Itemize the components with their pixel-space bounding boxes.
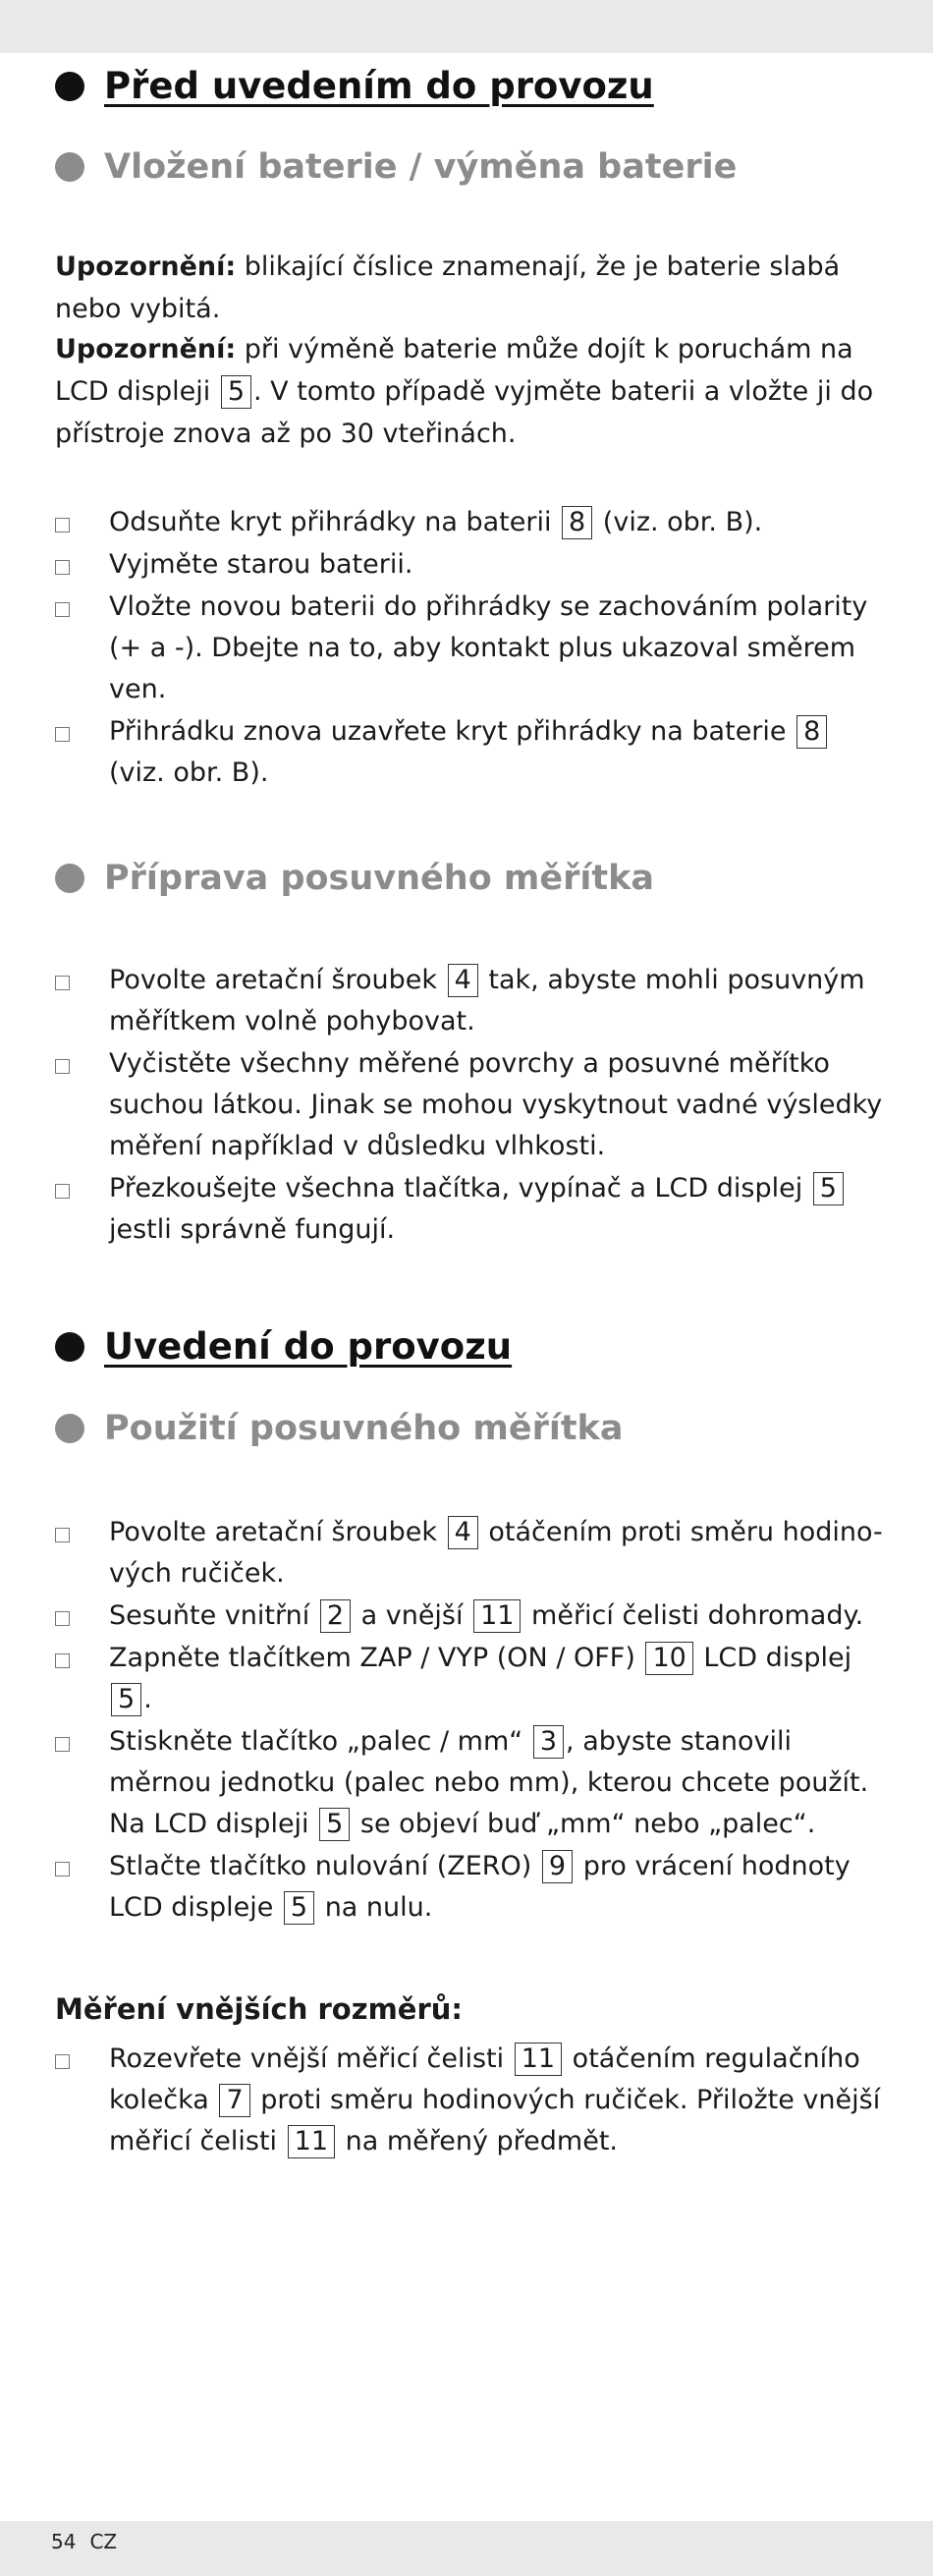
list-item: Přihrádku znova uzavřete kryt přihrádky na baterie 8 (viz. obr. B). [55, 711, 890, 794]
heading-text: Vložení baterie / výměna baterie [104, 147, 738, 187]
preparation-steps-list [55, 960, 890, 1251]
note-paragraph-1 [55, 246, 880, 330]
checkbox-bullet-icon [55, 1611, 70, 1626]
list-item: Stiskněte tlačítko „palec / mm“ 3 , abyste stanovili měrnou jednotku (palec nebo mm), kterou chcete použít. Na LCD displeji 5 se objeví buď „mm“ nebo „palec“. [55, 1721, 890, 1845]
list-item: Vložte novou baterii do přihrádky se zachováním polarity (+ a -). Dbejte na to, aby kontakt plus ukazoval směrem ven. [55, 587, 890, 710]
list-item: Zapněte tlačítkem ZAP / VYP (ON / OFF) 10 LCD displej 5 . [55, 1638, 890, 1720]
part-reference: 5 [319, 1808, 350, 1841]
list-item: Přezkoušejte všechna tlačítka, vypínač a LCD displej 5 jestli správně fungují. [55, 1168, 890, 1251]
checkbox-bullet-icon [55, 1737, 70, 1752]
heading-text: Použití posuvného měřítka [104, 1409, 624, 1448]
part-reference: 5 [221, 375, 251, 409]
list-item: Povolte aretační šroubek 4 otáčením proti směru hodino- vých ručiček. [55, 1512, 890, 1595]
checkbox-bullet-icon [55, 602, 70, 617]
note-paragraph-2: Upozornění: při výměně baterie může dojít k poruchám na LCD displeji 5 . V tomto případě vyjměte baterii a vložte ji do přístroje znova až po 30 vteřinách. [55, 334, 874, 449]
list-item: Stlačte tlačítko nulování (ZERO) 9 pro vrácení hodnoty LCD displeje 5 na nulu. [55, 1846, 890, 1929]
footer-bar [0, 2521, 933, 2576]
use-steps-list [55, 1512, 890, 1929]
note-text: blikající číslice znamenají, že je baterie slabá nebo vybitá. [55, 252, 841, 324]
battery-steps-list [55, 502, 890, 794]
list-item: Rozevřete vnější měřicí čelisti 11 otáčením regulačního kolečka 7 proti směru hodinových ručiček. Přiložte vnější měřicí čelisti 11 na měřený předmět. [55, 2039, 890, 2162]
checkbox-bullet-icon [55, 1653, 70, 1668]
subheading-outer-dimensions: Měření vnějších rozměrů: [55, 1992, 464, 2026]
part-reference: 5 [813, 1172, 844, 1205]
list-item: Povolte aretační šroubek 4 tak, abyste mohli posuvným měřítkem volně pohybovat. [55, 960, 890, 1042]
section-heading-before-operation [55, 65, 654, 107]
part-reference: 11 [288, 2125, 335, 2158]
heading-text: Příprava posuvného měřítka [104, 859, 655, 898]
note-label: Upozornění: [55, 334, 237, 364]
part-reference: 8 [562, 506, 592, 539]
heading-text: Uvedení do provozu [104, 1325, 513, 1368]
subsection-heading-battery [55, 147, 737, 187]
note-label: Upozornění: [55, 252, 237, 282]
checkbox-bullet-icon [55, 1862, 70, 1876]
subsection-heading-use [55, 1409, 623, 1448]
part-reference: 4 [448, 964, 478, 997]
checkbox-bullet-icon [55, 1184, 70, 1199]
list-item: Vyčistěte všechny měřené povrchy a posuvné měřítko suchou látkou. Jinak se mohou vyskytnout vadné výsledky měření například v důsledku vlhkosti. [55, 1043, 890, 1167]
part-reference: 5 [111, 1683, 141, 1716]
part-reference: 11 [473, 1599, 521, 1633]
language-code: CZ [89, 2530, 118, 2553]
bullet-dot-icon [55, 1332, 84, 1362]
checkbox-bullet-icon [55, 1528, 70, 1542]
heading-text: Před uvedením do provozu [104, 65, 654, 107]
page-footer [51, 2530, 117, 2553]
part-reference: 8 [796, 715, 827, 749]
checkbox-bullet-icon [55, 1059, 70, 1074]
top-bar [0, 0, 933, 53]
bullet-dot-icon [55, 152, 84, 182]
list-item: Vyjměte starou baterii. [55, 544, 890, 586]
part-reference: 2 [320, 1599, 351, 1633]
bullet-dot-icon [55, 1414, 84, 1443]
list-item: Odsuňte kryt přihrádky na baterii 8 (viz. obr. B). [55, 502, 890, 543]
part-reference: 9 [542, 1850, 573, 1883]
checkbox-bullet-icon [55, 518, 70, 532]
checkbox-bullet-icon [55, 976, 70, 990]
section-heading-operation [55, 1325, 512, 1368]
bullet-dot-icon [55, 72, 84, 101]
checkbox-bullet-icon [55, 2054, 70, 2069]
checkbox-bullet-icon [55, 727, 70, 742]
checkbox-bullet-icon [55, 560, 70, 575]
part-reference: 7 [219, 2084, 249, 2117]
part-reference: 11 [515, 2043, 562, 2076]
part-reference: 10 [645, 1642, 692, 1675]
subsection-heading-preparation [55, 859, 654, 898]
part-reference: 5 [284, 1891, 314, 1925]
page-number: 54 [51, 2530, 77, 2553]
outer-measure-steps-list [55, 2039, 890, 2162]
part-reference: 4 [448, 1516, 478, 1549]
list-item: Sesuňte vnitřní 2 a vnější 11 měřicí čelisti dohromady. [55, 1596, 890, 1637]
bullet-dot-icon [55, 864, 84, 893]
part-reference: 3 [533, 1725, 564, 1759]
